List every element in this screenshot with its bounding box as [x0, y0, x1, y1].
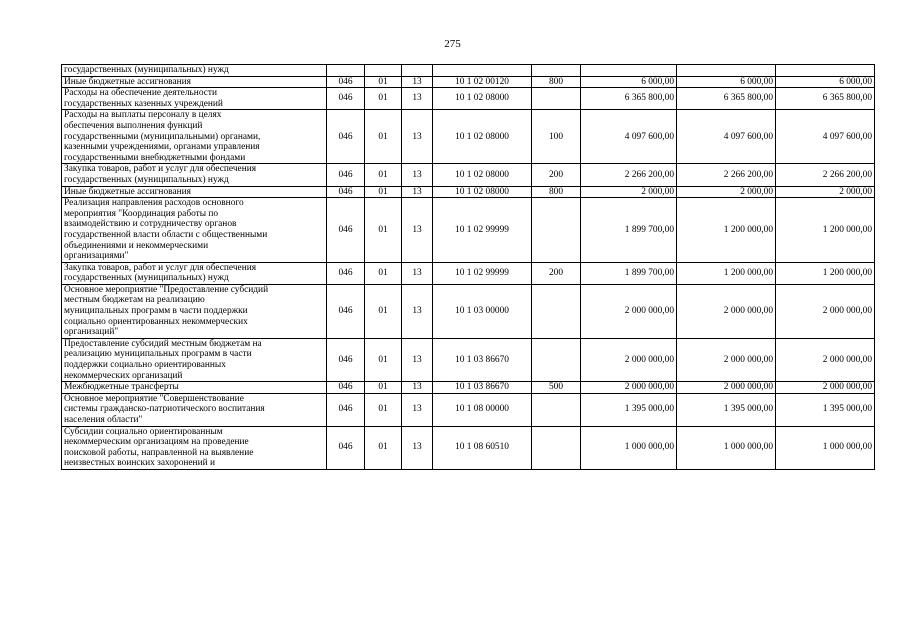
cell-name: государственных (муниципальных) нужд [62, 65, 327, 77]
cell-amount-1: 1 000 000,00 [581, 426, 677, 469]
cell-name: Расходы на выплаты персоналу в целях обеспечения выполнения функций государственными (муниципальными) органами, казенными учреждениями, органами управления государственными внебюджетными фондами [62, 110, 327, 164]
cell-subsection-code: 13 [402, 284, 433, 338]
cell-section-code: 01 [365, 164, 402, 186]
cell-amount-1: 2 000,00 [581, 186, 677, 198]
table-row [62, 284, 875, 338]
cell-name: Иные бюджетные ассигнования [62, 186, 327, 198]
cell-subsection-code: 13 [402, 382, 433, 394]
cell-section-code: 01 [365, 382, 402, 394]
cell-amount-3: 6 000,00 [776, 76, 875, 88]
cell-amount-3: 2 000,00 [776, 186, 875, 198]
cell-amount-3: 2 000 000,00 [776, 382, 875, 394]
table-row [62, 426, 875, 469]
cell-expense-type [532, 393, 581, 426]
cell-ved-code: 046 [327, 88, 365, 110]
cell-name: Иные бюджетные ассигнования [62, 76, 327, 88]
cell-amount-1: 4 097 600,00 [581, 110, 677, 164]
cell-amount-1: 2 000 000,00 [581, 284, 677, 338]
cell-amount-3: 1 000 000,00 [776, 426, 875, 469]
cell-amount-1: 6 365 800,00 [581, 88, 677, 110]
cell-section-code: 01 [365, 262, 402, 284]
table-row [62, 65, 875, 77]
cell-name: Субсидии социально ориентированным некоммерческим организациям на проведение поисковой работы, направленной на выявление неизвестных воинских захоронений и [62, 426, 327, 469]
cell-ved-code: 046 [327, 393, 365, 426]
cell-amount-2: 1 200 000,00 [677, 198, 776, 263]
cell-amount-1: 1 899 700,00 [581, 198, 677, 263]
cell-ved-code: 046 [327, 164, 365, 186]
cell-section-code: 01 [365, 198, 402, 263]
table-row [62, 110, 875, 164]
cell-ved-code: 046 [327, 262, 365, 284]
cell-ved-code: 046 [327, 426, 365, 469]
table-row [62, 88, 875, 110]
table-body [62, 65, 875, 470]
cell-amount-3: 1 200 000,00 [776, 262, 875, 284]
cell-expense-type [532, 284, 581, 338]
cell-expense-type [532, 198, 581, 263]
table-row [62, 164, 875, 186]
cell-subsection-code: 13 [402, 338, 433, 381]
cell-name: Основное мероприятие "Предоставление субсидий местным бюджетам на реализацию муниципальных программ в части поддержки социально ориентированных некоммерческих организаций" [62, 284, 327, 338]
cell-section-code: 01 [365, 110, 402, 164]
cell-amount-1: 2 000 000,00 [581, 338, 677, 381]
cell-target-article: 10 1 03 86670 [433, 382, 532, 394]
cell-section-code: 01 [365, 338, 402, 381]
cell-amount-1: 1 395 000,00 [581, 393, 677, 426]
cell-subsection-code: 13 [402, 110, 433, 164]
cell-section-code: 01 [365, 426, 402, 469]
cell-target-article: 10 1 02 08000 [433, 186, 532, 198]
cell-name: Предоставление субсидий местным бюджетам на реализацию муниципальных программ в части поддержки социально ориентированных некоммерческих организаций [62, 338, 327, 381]
cell-expense-type [532, 65, 581, 77]
cell-expense-type: 200 [532, 164, 581, 186]
cell-subsection-code [402, 65, 433, 77]
cell-expense-type [532, 88, 581, 110]
cell-amount-3: 1 200 000,00 [776, 198, 875, 263]
table-row [62, 76, 875, 88]
cell-amount-2: 1 395 000,00 [677, 393, 776, 426]
cell-expense-type: 200 [532, 262, 581, 284]
cell-expense-type: 500 [532, 382, 581, 394]
cell-subsection-code: 13 [402, 88, 433, 110]
cell-subsection-code: 13 [402, 76, 433, 88]
cell-ved-code: 046 [327, 110, 365, 164]
cell-amount-1: 2 000 000,00 [581, 382, 677, 394]
cell-amount-3 [776, 65, 875, 77]
cell-target-article: 10 1 02 99999 [433, 262, 532, 284]
cell-subsection-code: 13 [402, 393, 433, 426]
cell-target-article: 10 1 08 60510 [433, 426, 532, 469]
cell-ved-code: 046 [327, 76, 365, 88]
table-row [62, 393, 875, 426]
cell-amount-2: 2 000,00 [677, 186, 776, 198]
cell-amount-1: 2 266 200,00 [581, 164, 677, 186]
cell-amount-1 [581, 65, 677, 77]
cell-amount-3: 2 000 000,00 [776, 284, 875, 338]
cell-amount-2: 1 000 000,00 [677, 426, 776, 469]
cell-ved-code: 046 [327, 382, 365, 394]
cell-amount-2: 2 000 000,00 [677, 338, 776, 381]
cell-amount-3: 2 266 200,00 [776, 164, 875, 186]
budget-table [61, 64, 875, 470]
cell-expense-type [532, 426, 581, 469]
cell-target-article: 10 1 02 00120 [433, 76, 532, 88]
cell-section-code: 01 [365, 393, 402, 426]
cell-target-article: 10 1 02 08000 [433, 88, 532, 110]
cell-amount-3: 4 097 600,00 [776, 110, 875, 164]
cell-subsection-code: 13 [402, 198, 433, 263]
cell-section-code: 01 [365, 186, 402, 198]
cell-ved-code: 046 [327, 338, 365, 381]
cell-target-article [433, 65, 532, 77]
page-number: 275 [444, 38, 461, 50]
cell-name: Закупка товаров, работ и услуг для обеспечения государственных (муниципальных) нужд [62, 262, 327, 284]
cell-amount-2: 6 000,00 [677, 76, 776, 88]
cell-ved-code: 046 [327, 284, 365, 338]
cell-name: Реализация направления расходов основного мероприятия "Координация работы по взаимодействию и сотрудничеству органов государственной власти области с общественными объединениями и некоммерческими организациями" [62, 198, 327, 263]
cell-name: Расходы на обеспечение деятельности государственных казенных учреждений [62, 88, 327, 110]
cell-subsection-code: 13 [402, 164, 433, 186]
cell-ved-code [327, 65, 365, 77]
cell-amount-2: 1 200 000,00 [677, 262, 776, 284]
cell-section-code [365, 65, 402, 77]
cell-section-code: 01 [365, 284, 402, 338]
table-row [62, 382, 875, 394]
cell-target-article: 10 1 02 08000 [433, 164, 532, 186]
table-row [62, 186, 875, 198]
cell-expense-type: 800 [532, 76, 581, 88]
cell-section-code: 01 [365, 88, 402, 110]
cell-amount-1: 1 899 700,00 [581, 262, 677, 284]
cell-expense-type: 800 [532, 186, 581, 198]
cell-target-article: 10 1 03 00000 [433, 284, 532, 338]
cell-ved-code: 046 [327, 198, 365, 263]
cell-section-code: 01 [365, 76, 402, 88]
cell-amount-2: 2 266 200,00 [677, 164, 776, 186]
cell-name: Закупка товаров, работ и услуг для обеспечения государственных (муниципальных) нужд [62, 164, 327, 186]
cell-target-article: 10 1 08 00000 [433, 393, 532, 426]
cell-amount-2: 2 000 000,00 [677, 382, 776, 394]
cell-subsection-code: 13 [402, 186, 433, 198]
cell-subsection-code: 13 [402, 262, 433, 284]
cell-subsection-code: 13 [402, 426, 433, 469]
cell-target-article: 10 1 02 08000 [433, 110, 532, 164]
cell-amount-3: 6 365 800,00 [776, 88, 875, 110]
table-row [62, 262, 875, 284]
cell-amount-1: 6 000,00 [581, 76, 677, 88]
cell-expense-type [532, 338, 581, 381]
cell-amount-3: 1 395 000,00 [776, 393, 875, 426]
cell-name: Межбюджетные трансферты [62, 382, 327, 394]
cell-amount-2 [677, 65, 776, 77]
cell-expense-type: 100 [532, 110, 581, 164]
cell-amount-2: 4 097 600,00 [677, 110, 776, 164]
cell-target-article: 10 1 02 99999 [433, 198, 532, 263]
cell-target-article: 10 1 03 86670 [433, 338, 532, 381]
cell-amount-2: 6 365 800,00 [677, 88, 776, 110]
table-row [62, 198, 875, 263]
table-row [62, 338, 875, 381]
cell-amount-3: 2 000 000,00 [776, 338, 875, 381]
cell-amount-2: 2 000 000,00 [677, 284, 776, 338]
cell-name: Основное мероприятие "Совершенствование системы гражданско-патриотического воспитания населения области" [62, 393, 327, 426]
cell-ved-code: 046 [327, 186, 365, 198]
